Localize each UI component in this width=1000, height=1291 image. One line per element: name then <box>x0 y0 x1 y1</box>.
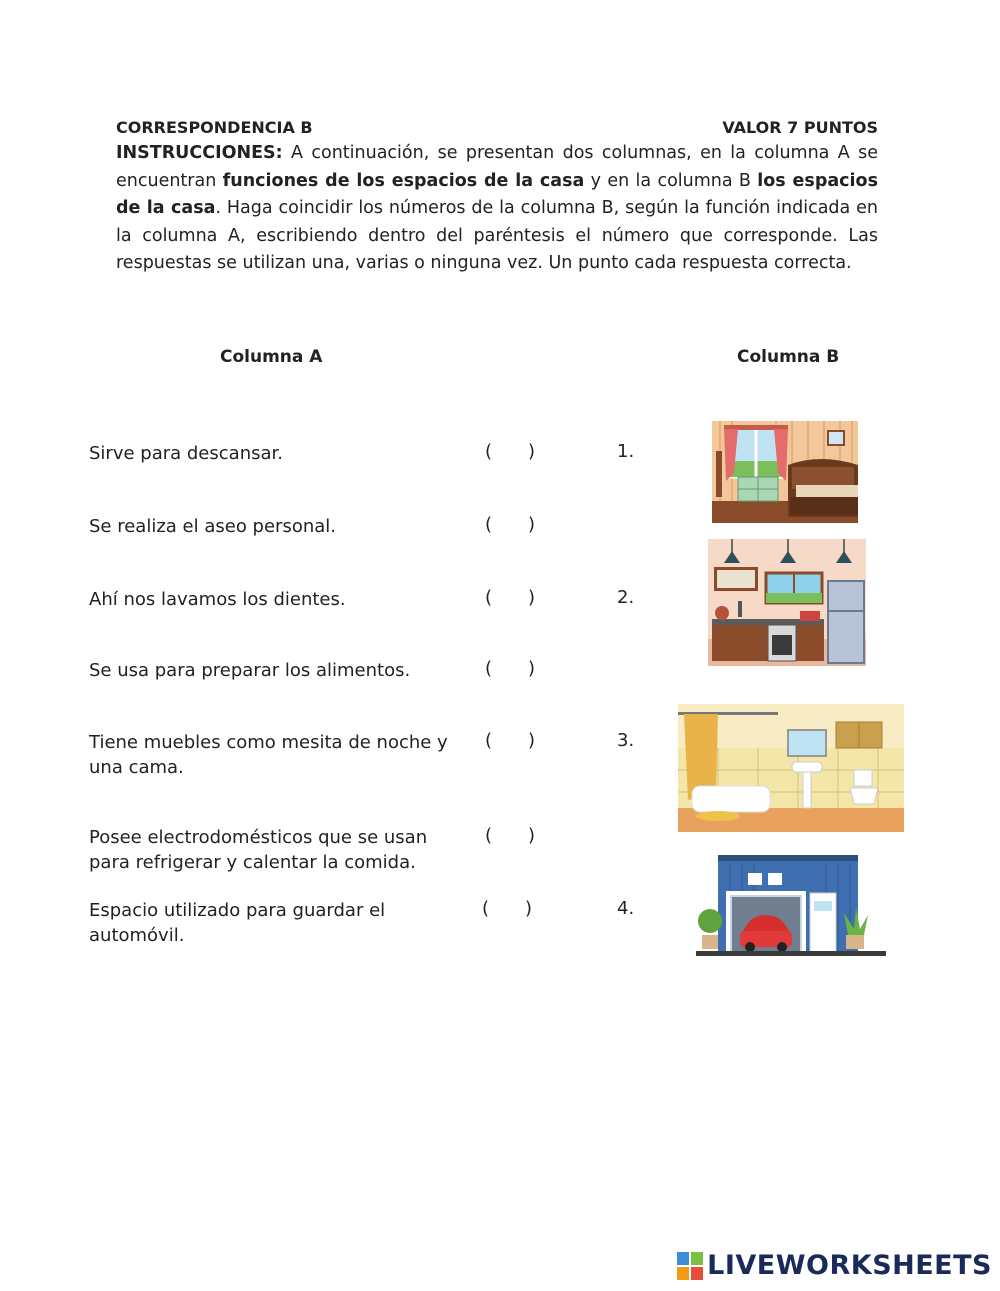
instructions-text: . Haga coincidir los números de la columna B, según la función indicada en la columna A, escribiendo dentro del paréntesis el número que corresponde. Las respuestas se utilizan una, varias o ninguna vez. Un punto cada respuesta correcta. <box>116 198 878 273</box>
paren-open: ( <box>485 825 493 846</box>
worksheet-title: CORRESPONDENCIA B <box>116 118 313 137</box>
bedroom-image <box>712 421 858 523</box>
answer-blank[interactable] <box>485 730 535 751</box>
instructions-text: y en la columna B <box>584 170 758 191</box>
garage-image <box>696 855 886 960</box>
item-text: Se realiza el aseo personal. <box>89 516 336 537</box>
paren-close: ) <box>527 441 535 462</box>
option-number: 4. <box>617 898 635 919</box>
bathroom-image <box>678 704 904 832</box>
instructions-bold: los espacios de la casa <box>116 170 878 218</box>
liveworksheets-icon <box>677 1252 703 1280</box>
instructions-label: INSTRUCCIONES: <box>116 143 283 163</box>
paren-close: ) <box>527 825 535 846</box>
paren-close: ) <box>527 514 535 535</box>
column-b-heading: Columna B <box>737 347 840 367</box>
answer-blank[interactable] <box>485 441 535 462</box>
liveworksheets-logo[interactable] <box>677 1250 992 1281</box>
paren-close: ) <box>527 587 535 608</box>
answer-blank[interactable] <box>485 514 535 535</box>
item-text: Posee electrodomésticos que se usan para refrigerar y calentar la comida. <box>89 827 428 873</box>
paren-open: ( <box>485 514 493 535</box>
paren-open: ( <box>485 587 493 608</box>
option-number: 1. <box>617 441 635 462</box>
answer-blank[interactable] <box>485 825 535 846</box>
option-number: 3. <box>617 730 635 751</box>
item-text: Ahí nos lavamos los dientes. <box>89 589 346 610</box>
paren-open: ( <box>482 898 490 919</box>
column-a-heading: Columna A <box>220 347 323 367</box>
item-text: Se usa para preparar los alimentos. <box>89 660 411 681</box>
answer-blank[interactable] <box>485 587 535 608</box>
instructions-text: A continuación, se presentan dos columnas, en la columna A se encuentran <box>116 143 878 191</box>
paren-open: ( <box>485 730 493 751</box>
point-value: VALOR 7 PUNTOS <box>722 118 878 137</box>
option-number: 2. <box>617 587 635 608</box>
paren-close: ) <box>527 730 535 751</box>
instructions-bold: funciones de los espacios de la casa <box>222 170 585 191</box>
paren-open: ( <box>485 441 493 462</box>
answer-blank[interactable] <box>485 658 535 679</box>
answer-blank[interactable] <box>482 898 532 919</box>
paren-open: ( <box>485 658 493 679</box>
liveworksheets-wordmark: LIVEWORKSHEETS <box>707 1250 992 1281</box>
item-text: Sirve para descansar. <box>89 443 283 464</box>
instructions <box>116 140 878 278</box>
kitchen-image <box>708 539 866 666</box>
paren-close: ) <box>524 898 532 919</box>
paren-close: ) <box>527 658 535 679</box>
item-text: Espacio utilizado para guardar el automóvil. <box>89 900 386 946</box>
item-text: Tiene muebles como mesita de noche y una cama. <box>89 732 448 778</box>
